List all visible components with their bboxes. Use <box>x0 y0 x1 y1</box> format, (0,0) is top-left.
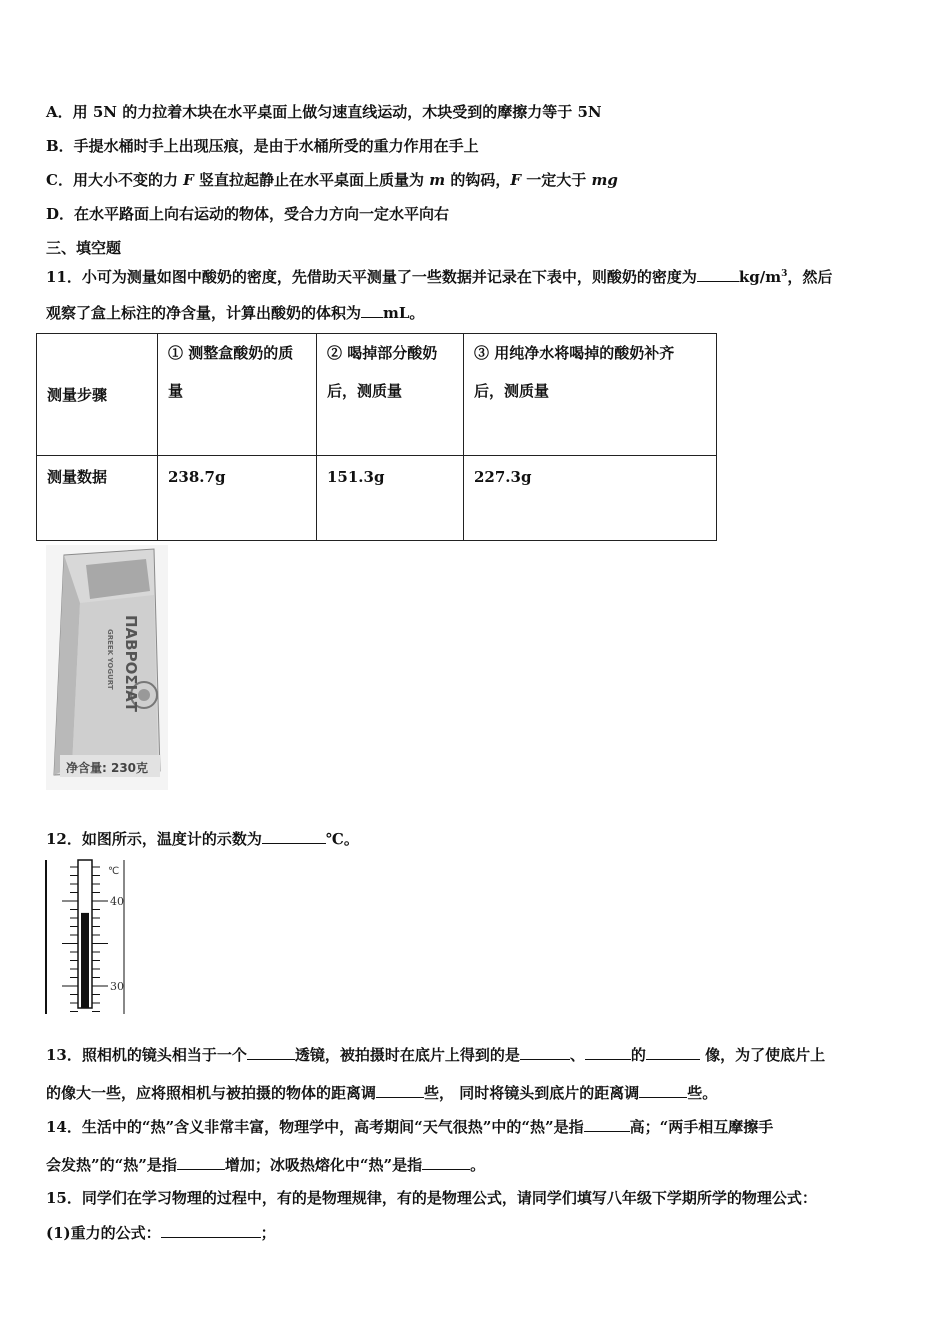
step-2-line-1: ② 喝掉部分酸奶 <box>327 344 438 362</box>
option-c-text-4: 一定大于 <box>521 171 592 189</box>
q13-blank-2[interactable] <box>520 1044 570 1060</box>
q14-blank-3[interactable] <box>422 1154 470 1170</box>
q14-text-d: 增加；冰吸热熔化中“热”是指 <box>224 1156 423 1174</box>
step-3-cell <box>464 334 717 456</box>
q12-unit: ℃。 <box>325 830 359 848</box>
q13-blank-5[interactable] <box>376 1082 424 1098</box>
q11-line1 <box>46 264 832 287</box>
measurement-table <box>36 333 717 541</box>
q11-text-2: 观察了盒上标注的净含量，计算出酸奶的体积为 <box>46 304 362 322</box>
var-f-1: F <box>183 171 194 189</box>
value-cell-1: 238.7g <box>158 456 317 541</box>
q15-blank[interactable] <box>161 1222 261 1238</box>
option-c-text-1: C．用大小不变的力 <box>46 171 184 189</box>
q13-text-c: 、 <box>569 1046 585 1064</box>
q13-blank-1[interactable] <box>247 1044 295 1060</box>
q14-text-a: 14．生活中的“热”含义非常丰富，物理学中，高考期间“天气很热”中的“热”是指 <box>46 1118 584 1136</box>
step-3-line-1: ③ 用纯净水将喝掉的酸奶补齐 <box>474 344 675 362</box>
q15-line2 <box>46 1222 276 1243</box>
value-cell-2: 151.3g <box>317 456 464 541</box>
q13-text-f: 的像大一些，应将照相机与被拍摄的物体的距离调 <box>46 1084 377 1102</box>
tick-label-top: 40 <box>110 895 124 908</box>
q11-text-end: ，然后 <box>787 268 833 286</box>
q14-line1 <box>46 1116 773 1137</box>
q14-text-b: 高；“两手相互摩擦手 <box>629 1118 774 1136</box>
q13-text-d: 的 <box>630 1046 646 1064</box>
q11-unit: kg/m <box>738 268 782 286</box>
q11-text: 11．小可为测量如图中酸奶的密度，先借助天平测量了一些数据并记录在下表中，则酸奶的密度为 <box>46 268 697 286</box>
q13-text-b: 透镜，被拍摄时在底片上得到的是 <box>294 1046 520 1064</box>
option-c <box>46 170 618 190</box>
q11-blank-density[interactable] <box>697 266 739 282</box>
q15-end: ； <box>260 1224 276 1242</box>
var-m: m <box>429 171 446 189</box>
q15-line1: 15．同学们在学习物理的过程中，有的是物理规律，有的是物理公式，请同学们填写八年级下学期所学的物理公式： <box>46 1189 817 1207</box>
carton-brand: ΠΑΒΡΟΣΙΑΤ <box>122 615 140 713</box>
q11-text-2-end: mL。 <box>383 304 425 322</box>
step-1-cell <box>158 334 317 456</box>
q12-blank[interactable] <box>262 828 326 844</box>
row-label-steps: 测量步骤 <box>37 334 158 456</box>
q13-line1 <box>46 1044 825 1065</box>
q13-line2 <box>46 1082 717 1103</box>
var-mg: mg <box>591 171 618 189</box>
q14-text-c: 会发热”的“热”是指 <box>46 1156 177 1174</box>
q13-blank-4[interactable] <box>646 1044 700 1060</box>
section-heading: 三、填空题 <box>46 239 122 257</box>
q13-text-h: 些。 <box>687 1084 718 1102</box>
value-cell-3: 227.3g <box>464 456 717 541</box>
thermometer-figure <box>40 858 140 1016</box>
option-b: B．手提水桶时手上出现压痕，是由于水桶所受的重力作用在手上 <box>46 137 479 155</box>
q12-text: 12．如图所示，温度计的示数为 <box>46 830 262 848</box>
step-3-line-2: 后，测质量 <box>474 382 550 400</box>
q14-blank-2[interactable] <box>177 1154 225 1170</box>
carton-net-weight: 净含量: 230克 <box>66 761 149 775</box>
q11-blank-volume[interactable] <box>361 302 383 318</box>
step-1-line-1: ① 测整盒酸奶的质 <box>168 344 294 362</box>
option-d: D．在水平路面上向右运动的物体，受合力方向一定水平向右 <box>46 205 450 223</box>
mercury-column <box>81 913 89 1008</box>
q14-blank-1[interactable] <box>584 1116 630 1132</box>
step-1-line-2: 量 <box>168 382 184 400</box>
q13-blank-3[interactable] <box>585 1044 631 1060</box>
q13-blank-6[interactable] <box>639 1082 687 1098</box>
option-a: A．用 5N 的力拉着木块在水平桌面上做匀速直线运动，木块受到的摩擦力等于 5N <box>46 103 602 121</box>
option-c-text-3: 的钩码， <box>445 171 511 189</box>
q11-unit-exponent: 3 <box>781 269 788 279</box>
yogurt-carton-image <box>46 545 168 790</box>
q13-text-g: 些， 同时将镜头到底片的距离调 <box>424 1084 640 1102</box>
tick-label-bottom: 30 <box>110 980 124 993</box>
table-row <box>37 334 717 456</box>
q13-text-a: 13．照相机的镜头相当于一个 <box>46 1046 247 1064</box>
thermometer-unit: ℃ <box>108 866 120 877</box>
step-2-cell <box>317 334 464 456</box>
q14-line2 <box>46 1154 485 1175</box>
q12-line <box>46 828 359 849</box>
table-row <box>37 456 717 541</box>
row-label-data: 测量数据 <box>37 456 158 541</box>
carton-subtitle: GREEK YOGURT <box>106 629 114 690</box>
option-c-text-2: 竖直拉起静止在水平桌面上质量为 <box>193 171 430 189</box>
q14-text-e: 。 <box>470 1156 486 1174</box>
q13-text-e: 像，为了使底片上 <box>699 1046 826 1064</box>
step-2-line-2: 后，测质量 <box>327 382 403 400</box>
var-f-2: F <box>510 171 522 189</box>
q11-line2 <box>46 302 424 323</box>
q15-text: (1)重力的公式： <box>46 1224 161 1242</box>
